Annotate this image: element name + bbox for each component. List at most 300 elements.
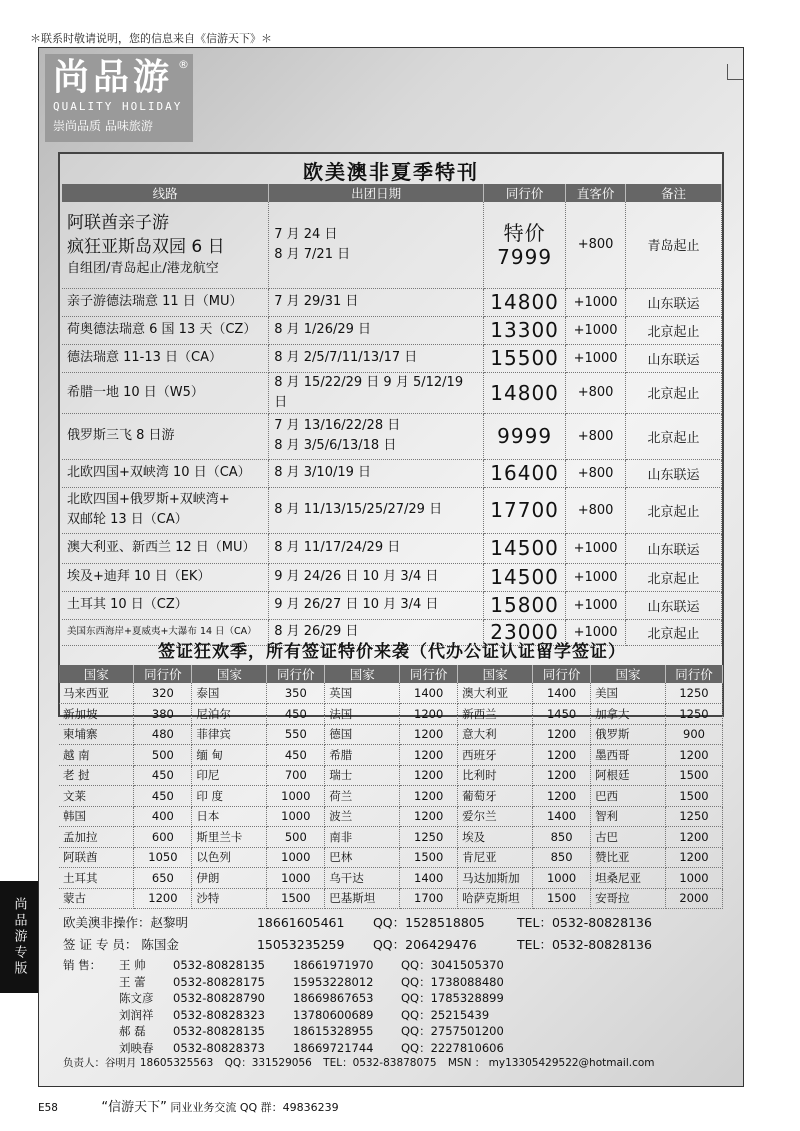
visa-country: 柬埔寨	[59, 724, 134, 745]
tour-date-line: 8 月 11/13/15/25/27/29 日	[274, 502, 443, 517]
footer-brand: “信游天下”	[101, 1100, 167, 1115]
visa-price: 1700	[400, 888, 458, 909]
visa-row	[59, 745, 723, 766]
tour-direct-price: +1000	[566, 563, 626, 591]
visa-price: 450	[267, 745, 325, 766]
visa-price: 1400	[400, 683, 458, 704]
visa-price: 1000	[533, 868, 591, 889]
tour-date-line: 9 月 24/26 日 10 月 3/4 日	[274, 569, 439, 584]
tour-route-line: 自组团/青岛起止/港龙航空	[67, 260, 219, 276]
th-country: 国家	[192, 665, 267, 683]
visa-price: 1200	[665, 827, 722, 848]
tour-row	[62, 344, 722, 372]
staff-tel: 0532-80828135	[173, 958, 265, 972]
staff-qq: QQ：25215439	[401, 1007, 490, 1022]
visa-price: 1200	[533, 745, 591, 766]
visa-country: 文莱	[59, 786, 134, 807]
staff-row	[63, 990, 521, 1007]
tour-row	[62, 202, 722, 288]
tour-direct-price: +800	[566, 487, 626, 533]
tour-dates	[269, 459, 484, 487]
staff-tel: 0532-80828175	[173, 974, 265, 989]
contact-phone: 18661605461	[256, 915, 345, 930]
manager-qq: QQ：331529056	[224, 1057, 312, 1069]
visa-country: 马来西亚	[59, 683, 134, 704]
tour-direct-price: +800	[566, 372, 626, 413]
tour-note: 山东联运	[626, 533, 722, 563]
visa-country: 越 南	[59, 745, 134, 766]
contact-qq: QQ：1528518805	[372, 915, 485, 930]
visa-country: 比利时	[458, 765, 533, 786]
visa-price: 450	[267, 704, 325, 725]
visa-price: 600	[134, 827, 192, 848]
staff-name: 陈文彦	[119, 991, 154, 1005]
tour-note: 北京起止	[626, 619, 722, 645]
tour-price: 16400	[484, 459, 566, 487]
tour-route-line: 双邮轮 13 日（CA）	[67, 512, 188, 527]
visa-price: 1200	[134, 888, 192, 909]
visa-country: 俄罗斯	[591, 724, 666, 745]
staff-row	[63, 1040, 521, 1057]
tour-route-line: 阿联酋亲子游	[67, 212, 169, 233]
tour-direct-price: +1000	[566, 316, 626, 344]
staff-row	[63, 974, 521, 991]
tour-frame	[58, 152, 724, 717]
visa-price: 1050	[134, 847, 192, 868]
staff-qq: QQ：2227810606	[401, 1040, 504, 1055]
footer-text: 同业业务交流 QQ 群：49836239	[170, 1101, 339, 1114]
flyer-page	[38, 47, 744, 1087]
tour-route-line: 北欧四国+双峡湾 10 日（CA）	[67, 465, 251, 480]
tour-route-line: 德法瑞意 11-13 日（CA）	[67, 350, 223, 365]
staff-mobile: 18669867653	[293, 991, 374, 1005]
visa-country: 智利	[591, 806, 666, 827]
staff-name: 王 帅	[119, 958, 146, 972]
manager-name: 负责人：谷明月 18605325563	[63, 1057, 214, 1069]
tour-date-line: 8 月 3/10/19 日	[274, 465, 372, 480]
tour-direct-price: +1000	[566, 533, 626, 563]
staff-qq: QQ：1785328899	[401, 991, 504, 1005]
tour-direct-price: +1000	[566, 619, 626, 645]
staff-qq: QQ：2757501200	[401, 1024, 504, 1038]
visa-country: 泰国	[192, 683, 267, 704]
th-direct-price: 直客价	[566, 184, 626, 202]
visa-country: 乌干达	[325, 868, 400, 889]
visa-country: 孟加拉	[59, 827, 134, 848]
tour-direct-price: +800	[566, 459, 626, 487]
tour-route	[62, 202, 269, 288]
visa-price: 1250	[400, 827, 458, 848]
tour-row	[62, 413, 722, 459]
visa-country: 安哥拉	[591, 888, 666, 909]
visa-price: 1500	[665, 786, 722, 807]
tour-price: 23000	[484, 619, 566, 645]
tour-route-line: 俄罗斯三飞 8 日游	[67, 428, 175, 443]
tour-price: 15800	[484, 591, 566, 619]
visa-country: 斯里兰卡	[192, 827, 267, 848]
page-footer	[38, 1096, 339, 1115]
tour-date-line: 8 月 1/26/29 日	[274, 322, 372, 337]
visa-price: 1200	[665, 847, 722, 868]
contact-role: 欧美澳非操作：赵黎明	[63, 915, 189, 930]
tour-route-line: 北欧四国+俄罗斯+双峡湾+	[67, 492, 230, 507]
visa-price: 1200	[400, 724, 458, 745]
th-country: 国家	[591, 665, 666, 683]
staff-row	[63, 1023, 521, 1040]
visa-row	[59, 806, 723, 827]
visa-price: 550	[267, 724, 325, 745]
staff-label: 销 售：	[63, 958, 102, 972]
tour-dates	[269, 487, 484, 533]
sales-staff-list	[63, 957, 521, 1056]
visa-country: 伊朗	[192, 868, 267, 889]
visa-country: 波兰	[325, 806, 400, 827]
th-visa-price: 同行价	[533, 665, 591, 683]
visa-price: 1250	[665, 806, 722, 827]
visa-price: 1000	[267, 868, 325, 889]
visa-price: 500	[267, 827, 325, 848]
tour-price: 特价 7999	[484, 202, 566, 288]
visa-country: 古巴	[591, 827, 666, 848]
tour-row	[62, 288, 722, 316]
visa-price: 320	[134, 683, 192, 704]
visa-country: 印 度	[192, 786, 267, 807]
tour-route	[62, 344, 269, 372]
tour-dates	[269, 372, 484, 413]
th-route: 线路	[62, 184, 269, 202]
tour-direct-price: +1000	[566, 288, 626, 316]
tour-dates	[269, 413, 484, 459]
tour-date-line: 7 月 13/16/22/28 日	[274, 418, 401, 433]
tour-date-line: 9 月 26/27 日 10 月 3/4 日	[274, 597, 439, 612]
th-visa-price: 同行价	[400, 665, 458, 683]
page-number: E58	[38, 1101, 58, 1114]
tour-note: 青岛起止	[626, 202, 722, 288]
visa-price: 1400	[400, 868, 458, 889]
visa-country: 阿根廷	[591, 765, 666, 786]
visa-price: 1200	[400, 806, 458, 827]
visa-country: 韩国	[59, 806, 134, 827]
visa-row	[59, 704, 723, 725]
contact-qq: QQ：206429476	[372, 937, 477, 952]
contact-row	[63, 934, 733, 956]
visa-price: 1200	[400, 786, 458, 807]
top-note: ＊联系时敬请说明，您的信息来自《信游天下》＊	[30, 32, 272, 45]
tour-note: 山东联运	[626, 344, 722, 372]
visa-price: 500	[134, 745, 192, 766]
visa-country: 以色列	[192, 847, 267, 868]
visa-price: 1000	[267, 847, 325, 868]
registered-mark: ®	[178, 58, 189, 71]
visa-country: 美国	[591, 683, 666, 704]
visa-country: 老 挝	[59, 765, 134, 786]
visa-country: 沙特	[192, 888, 267, 909]
visa-price: 850	[533, 827, 591, 848]
visa-country: 英国	[325, 683, 400, 704]
tour-table	[62, 184, 722, 646]
staff-mobile: 18661971970	[293, 958, 374, 972]
side-label: 尚品游专版	[0, 881, 38, 993]
visa-country: 德国	[325, 724, 400, 745]
visa-country: 希腊	[325, 745, 400, 766]
logo-slogan: 崇尚品质 品味旅游	[53, 119, 153, 133]
tour-price: 14500	[484, 533, 566, 563]
visa-title: 签证狂欢季，所有签证特价来袭（代办公证认证留学签证）	[158, 642, 626, 662]
th-dates: 出团日期	[269, 184, 484, 202]
staff-tel: 0532-80828135	[173, 1024, 265, 1038]
visa-country: 巴西	[591, 786, 666, 807]
staff-qq: QQ：3041505370	[401, 958, 504, 972]
tour-date-line: 7 月 29/31 日	[274, 294, 359, 309]
visa-country: 菲律宾	[192, 724, 267, 745]
th-country: 国家	[59, 665, 134, 683]
visa-country: 新加坡	[59, 704, 134, 725]
contact-block	[63, 912, 733, 956]
th-visa-price: 同行价	[267, 665, 325, 683]
visa-country: 瑞士	[325, 765, 400, 786]
tour-note: 北京起止	[626, 316, 722, 344]
visa-price: 1000	[665, 868, 722, 889]
tour-date-line: 8 月 3/5/6/13/18 日	[274, 438, 397, 453]
tour-row	[62, 316, 722, 344]
visa-row	[59, 868, 723, 889]
tour-route	[62, 459, 269, 487]
staff-tel: 0532-80828323	[173, 1007, 265, 1022]
staff-name: 郝 磊	[119, 1024, 146, 1038]
visa-country: 埃及	[458, 827, 533, 848]
tour-note: 北京起止	[626, 372, 722, 413]
visa-price: 1200	[533, 765, 591, 786]
visa-price: 480	[134, 724, 192, 745]
visa-price: 1400	[533, 683, 591, 704]
th-note: 备注	[626, 184, 722, 202]
page-title: 欧美澳非夏季特刊	[303, 160, 479, 184]
tour-price: 14800	[484, 372, 566, 413]
tour-route	[62, 413, 269, 459]
tour-route	[62, 591, 269, 619]
tour-row	[62, 372, 722, 413]
tour-price: 9999	[484, 413, 566, 459]
visa-price: 2000	[665, 888, 722, 909]
visa-country: 加拿大	[591, 704, 666, 725]
visa-row	[59, 827, 723, 848]
tour-route	[62, 563, 269, 591]
tour-route-line: 亲子游德法瑞意 11 日（MU）	[67, 294, 243, 309]
manager-line	[63, 1055, 663, 1070]
visa-price: 1500	[267, 888, 325, 909]
contact-phone: 15053235259	[256, 937, 345, 952]
staff-mobile: 13780600689	[293, 1007, 374, 1022]
tour-date-line: 8 月 7/21 日	[274, 246, 351, 262]
manager-msn: MSN ： my13305429522@hotmail.com	[447, 1057, 655, 1069]
visa-row	[59, 683, 723, 704]
tour-route	[62, 533, 269, 563]
tour-note: 山东联运	[626, 459, 722, 487]
tour-direct-price: +1000	[566, 344, 626, 372]
staff-mobile: 18669721744	[293, 1040, 374, 1055]
staff-name: 刘润祥	[119, 1007, 154, 1022]
visa-price: 1250	[665, 704, 722, 725]
tour-date-line: 8 月 26/29 日	[274, 624, 359, 639]
visa-row	[59, 765, 723, 786]
tour-direct-price: +1000	[566, 591, 626, 619]
visa-row	[59, 786, 723, 807]
visa-row	[59, 724, 723, 745]
tour-route	[62, 487, 269, 533]
tour-note: 北京起止	[626, 487, 722, 533]
visa-price: 650	[134, 868, 192, 889]
visa-country: 蒙古	[59, 888, 134, 909]
contact-row	[63, 912, 733, 934]
tour-note: 北京起止	[626, 563, 722, 591]
tour-route-line: 土耳其 10 日（CZ）	[67, 597, 188, 612]
visa-price: 1250	[665, 683, 722, 704]
visa-price: 1400	[533, 806, 591, 827]
staff-mobile: 15953228012	[293, 974, 374, 989]
brand-logo	[45, 54, 193, 142]
staff-mobile: 18615328955	[293, 1024, 374, 1038]
contact-tel: TEL：0532-80828136	[516, 915, 652, 930]
visa-country: 哈萨克斯坦	[458, 888, 533, 909]
tour-route-line: 希腊一地 10 日（W5）	[67, 384, 204, 400]
manager-tel: TEL：0532-83878075	[323, 1057, 437, 1069]
visa-country: 葡萄牙	[458, 786, 533, 807]
th-visa-price: 同行价	[665, 665, 722, 683]
tour-note: 北京起止	[626, 413, 722, 459]
tour-date-line: 8 月 15/22/29 日 9 月 5/12/19 日	[274, 374, 464, 410]
visa-country: 马达加斯加	[458, 868, 533, 889]
staff-row	[63, 1007, 521, 1024]
visa-country: 荷兰	[325, 786, 400, 807]
visa-price: 850	[533, 847, 591, 868]
staff-name: 王 蕾	[119, 974, 146, 989]
tour-date-line: 8 月 2/5/7/11/13/17 日	[274, 350, 418, 365]
visa-row	[59, 888, 723, 909]
tour-direct-price: +800	[566, 202, 626, 288]
tour-dates	[269, 202, 484, 288]
visa-price: 450	[134, 786, 192, 807]
visa-country: 意大利	[458, 724, 533, 745]
visa-price: 1000	[267, 806, 325, 827]
th-trade-price: 同行价	[484, 184, 566, 202]
tour-route	[62, 288, 269, 316]
tour-route-line: 荷奥德法瑞意 6 国 13 天（CZ）	[67, 322, 257, 337]
tour-route-line: 埃及+迪拜 10 日（EK）	[67, 569, 211, 584]
visa-country: 坦桑尼亚	[591, 868, 666, 889]
visa-price: 1200	[400, 765, 458, 786]
tour-row	[62, 459, 722, 487]
visa-country: 墨西哥	[591, 745, 666, 766]
visa-price: 1200	[665, 745, 722, 766]
tour-route	[62, 372, 269, 413]
visa-country: 阿联酋	[59, 847, 134, 868]
staff-name: 刘映春	[119, 1040, 154, 1055]
visa-country: 土耳其	[59, 868, 134, 889]
visa-country: 巴基斯坦	[325, 888, 400, 909]
visa-price: 1200	[400, 745, 458, 766]
tour-dates	[269, 533, 484, 563]
staff-qq: QQ：1738088480	[401, 974, 504, 989]
visa-country: 缅 甸	[192, 745, 267, 766]
tour-price: 14500	[484, 563, 566, 591]
tour-route-line: 美国东西海岸+夏威夷+大瀑布 14 日（CA）	[67, 626, 257, 637]
tour-price: 13300	[484, 316, 566, 344]
visa-price: 450	[134, 765, 192, 786]
tour-price: 17700	[484, 487, 566, 533]
contact-role: 签 证 专 员： 陈国金	[63, 937, 179, 952]
visa-country: 新西兰	[458, 704, 533, 725]
th-visa-price: 同行价	[134, 665, 192, 683]
tour-dates	[269, 344, 484, 372]
visa-country: 巴林	[325, 847, 400, 868]
tour-date-line: 8 月 11/17/24/29 日	[274, 540, 401, 555]
visa-price: 380	[134, 704, 192, 725]
visa-country: 肯尼亚	[458, 847, 533, 868]
visa-price: 1500	[533, 888, 591, 909]
tour-note: 山东联运	[626, 591, 722, 619]
visa-price: 1200	[533, 786, 591, 807]
tour-dates	[269, 288, 484, 316]
tour-route-line: 疯狂亚斯岛双园 6 日	[67, 236, 225, 257]
th-country: 国家	[325, 665, 400, 683]
tour-direct-price: +800	[566, 413, 626, 459]
tour-row	[62, 591, 722, 619]
contact-tel: TEL：0532-80828136	[516, 937, 652, 952]
visa-country: 南非	[325, 827, 400, 848]
tour-price: 15500	[484, 344, 566, 372]
visa-price: 1200	[400, 704, 458, 725]
visa-price: 400	[134, 806, 192, 827]
visa-country: 爱尔兰	[458, 806, 533, 827]
visa-country: 赞比亚	[591, 847, 666, 868]
tour-date-line: 7 月 24 日	[274, 226, 338, 242]
tour-route	[62, 316, 269, 344]
staff-tel: 0532-80828373	[173, 1040, 265, 1055]
visa-table	[59, 665, 723, 909]
tour-row	[62, 563, 722, 591]
visa-country: 西班牙	[458, 745, 533, 766]
visa-price: 700	[267, 765, 325, 786]
tour-dates	[269, 316, 484, 344]
visa-country: 澳大利亚	[458, 683, 533, 704]
visa-price: 1450	[533, 704, 591, 725]
logo-en: QUALITY HOLIDAY	[53, 100, 183, 113]
corner-mark	[727, 64, 743, 80]
tour-price: 14800	[484, 288, 566, 316]
visa-country: 尼泊尔	[192, 704, 267, 725]
tour-row	[62, 487, 722, 533]
visa-price: 1500	[400, 847, 458, 868]
visa-price: 900	[665, 724, 722, 745]
visa-price: 1000	[267, 786, 325, 807]
staff-row	[63, 957, 521, 974]
tour-note: 山东联运	[626, 288, 722, 316]
staff-tel: 0532-80828790	[173, 991, 265, 1005]
tour-dates	[269, 563, 484, 591]
visa-country: 日本	[192, 806, 267, 827]
visa-price: 1500	[665, 765, 722, 786]
th-country: 国家	[458, 665, 533, 683]
tour-route-line: 澳大利亚、新西兰 12 日（MU）	[67, 540, 256, 555]
tour-row	[62, 533, 722, 563]
logo-cn: 尚品游	[53, 57, 174, 98]
visa-row	[59, 847, 723, 868]
tour-dates	[269, 591, 484, 619]
visa-country: 印尼	[192, 765, 267, 786]
visa-price: 1200	[533, 724, 591, 745]
visa-country: 法国	[325, 704, 400, 725]
visa-price: 350	[267, 683, 325, 704]
